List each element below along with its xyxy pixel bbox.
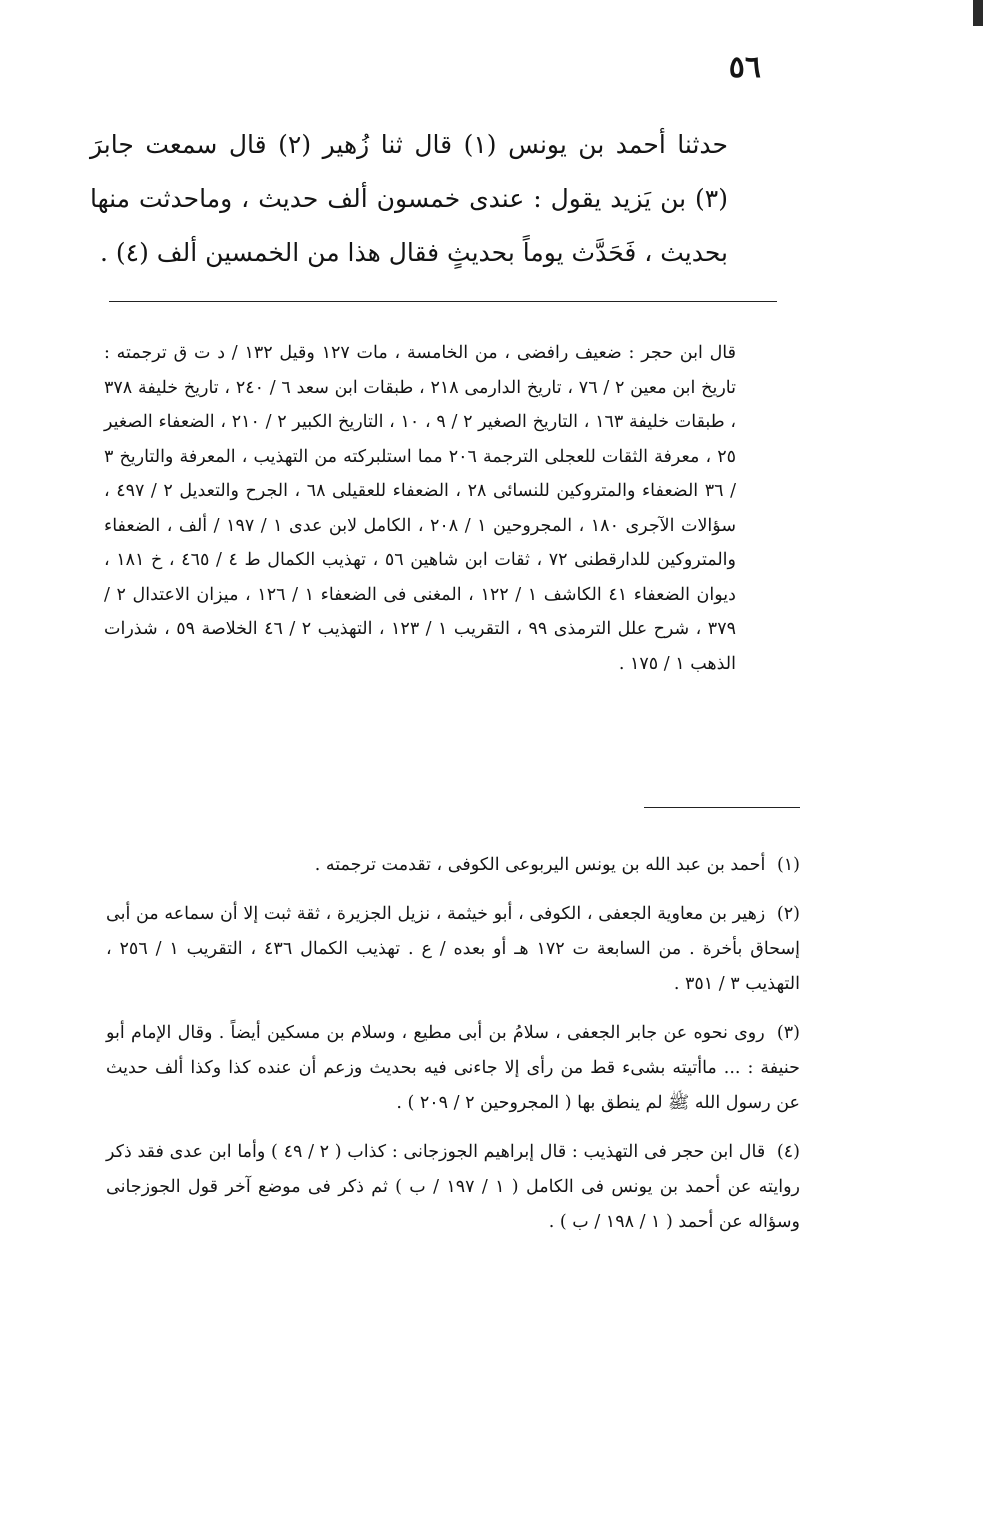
footnote-number: (٣)	[776, 1023, 800, 1043]
divider-main	[109, 301, 777, 302]
scan-edge-mark	[973, 0, 983, 26]
footnote-text: زهير بن معاوية الجعفى ، الكوفى ، أبو خيثمة ، نزيل الجزيرة ، ثقة ثبت إلا أن سماعه من أبى إسحاق بأخرة . من السابعة ت ١٧٢ هـ أو بعده / ع . تهذيب الكمال ٤٣٦ ، التقريب ١ / ٢٥٦ ، التهذيب ٣ / ٣٥١ .	[106, 904, 800, 994]
page-number: ٥٦	[728, 50, 761, 85]
footnotes	[106, 848, 800, 1254]
footnote-2	[106, 897, 800, 1002]
main-text: حدثنا أحمد بن يونس (١) قال ثنا زُهير (٢) قال سمعت جابرَ (٣) بن يَزيد يقول : عندى خمسون ألف حديث ، وماحدثت منها بحديث ، فَحَدَّث يوماً بحديثٍ فقال هذا من الخمسين ألف (٤) .	[90, 130, 728, 267]
tarjama-block: قال ابن حجر : ضعيف رافضى ، من الخامسة ، مات ١٢٧ وقيل ١٣٢ / د ت ق ترجمته : تاريخ ابن معين ٢ / ٧٦ ، تاريخ الدارمى ٢١٨ ، طبقات ابن سعد ٦ / ٢٤٠ ، تاريخ خليفة ٣٧٨ ، طبقات خليفة ١٦٣ ، التاريخ الصغير ٢ / ٩ ، ١٠ ، التاريخ الكبير ٢ / ٢١٠ ، الضعفاء الصغير ٢٥ ، معرفة الثقات للعجلى الترجمة ٢٠٦ مما استلبركته من التهذيب ، المعرفة والتاريخ ٣ / ٣٦ الضعفاء والمتروكين للنسائى ٢٨ ، الضعفاء للعقيلى ٦٨ ، الجرح والتعديل ٢ / ٤٩٧ ، سؤالات الآجرى ١٨٠ ، المجروحين ١ / ٢٠٨ ، الكامل لابن عدى ١ / ١٩٧ / ألف ، الضعفاء والمتروكين للدارقطنى ٧٢ ، ثقات ابن شاهين ٥٦ ، تهذيب الكمال ط ٤ / ٤٦٥ ، خ ١٨١ ، ديوان الضعفاء ٤١ الكاشف ١ / ١٢٢ ، المغنى فى الضعفاء ١ / ١٢٦ ، ميزان الاعتدال ٢ / ٣٧٩ ، شرح علل الترمذى ٩٩ ، التقريب ١ / ١٢٣ ، التهذيب ٢ / ٤٦ الخلاصة ٥٩ ، شذرات الذهب ١ / ١٧٥ .	[104, 343, 737, 674]
footnote-number: (١)	[776, 855, 800, 875]
footnote-number: (٤)	[776, 1142, 800, 1162]
footnote-3	[106, 1016, 800, 1121]
footnote-4	[106, 1135, 800, 1240]
footnote-1	[106, 848, 800, 883]
footnote-text: قال ابن حجر فى التهذيب : قال إبراهيم الجوزجانى : كذاب ( ٢ / ٤٩ ) وأما ابن عدى فقد ذكر روايته عن أحمد بن يونس فى الكامل ( ١ / ١٩٧ / ب ) ثم ذكر فى موضع آخر قول الجوزجانى وسؤاله عن أحمد ( ١ / ١٩٨ / ب ) .	[106, 1142, 800, 1232]
divider-footnotes	[644, 807, 800, 808]
footnote-number: (٢)	[776, 904, 800, 924]
footnote-text: روى نحوه عن جابر الجعفى ، سلامُ بن أبى مطيع ، وسلام بن مسكين أيضاً . وقال الإمام أبو حنيفة : ... ماأتيته بشىء قط من رأى إلا جاءنى فيه بحديث وزعم أن عنده كذا وكذا ألف حديث عن رسول الله ﷺ لم ينطق بها ( المجروحين ٢ / ٢٠٩ ) .	[106, 1023, 800, 1113]
footnote-text: أحمد بن عبد الله بن يونس اليربوعى الكوفى ، تقدمت ترجمته .	[314, 855, 766, 875]
